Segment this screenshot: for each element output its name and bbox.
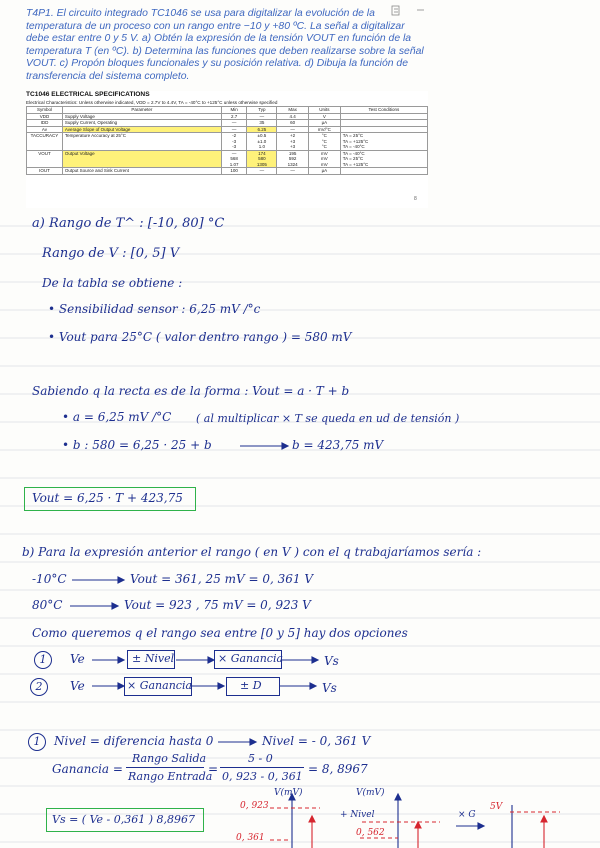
option-1-marker: 1 <box>34 651 52 669</box>
spec-cell: 6.25 <box>247 126 277 133</box>
spec-header-cell: Typ <box>247 107 277 114</box>
spec-row <box>27 133 428 151</box>
c-frac2-line <box>220 767 304 768</box>
spec-cell: mV/°C <box>308 126 340 133</box>
spec-row <box>27 150 428 168</box>
spec-cell: 100 <box>221 168 247 175</box>
spec-table <box>26 106 428 175</box>
a-bullet-b: • b : 580 = 6,25 · 25 + b <box>62 438 212 452</box>
spec-cell: 60 <box>277 120 309 127</box>
c-eq2: = 8, 8967 <box>308 762 368 776</box>
spec-cell: Output Source and Sink Current <box>62 168 221 175</box>
spec-cell: IDD <box>27 120 63 127</box>
spec-header-cell: Parameter <box>62 107 221 114</box>
c-eq1: = <box>208 762 219 776</box>
b-row2-left: 80°C <box>32 598 63 612</box>
spec-cell: — <box>247 113 277 120</box>
spec-cell: mV mV mV <box>308 150 340 168</box>
spec-table-panel <box>26 91 428 208</box>
c-nivel: Nivel = diferencia hasta 0 <box>54 734 214 748</box>
a-bullet-a-note: ( al multiplicar × T se queda en ud de tensión ) <box>196 412 460 425</box>
c-result: Vs = ( Ve - 0,361 ) 8,8967 <box>52 813 196 826</box>
option-1-ganancia-label: × Ganancia <box>218 652 284 665</box>
spec-cell: Temperature Accuracy at 25°C <box>62 133 221 151</box>
a-bullet-vout25: • Vout para 25°C ( valor dentro rango ) = 580 mV <box>48 330 352 344</box>
spec-cell: 35 <box>247 120 277 127</box>
c-nivel-result: Nivel = - 0, 361 V <box>262 734 371 748</box>
a-bullet-b-result: b = 423,75 mV <box>292 438 384 452</box>
spec-table-title: TC1046 ELECTRICAL SPECIFICATIONS <box>26 91 150 98</box>
b-row2-right: Vout = 923 , 75 mV = 0, 923 V <box>124 598 311 612</box>
spec-cell: ±0.5 ±1.0 1.0 <box>247 133 277 151</box>
b-row1-right: Vout = 361, 25 mV = 0, 361 V <box>130 572 314 586</box>
spec-cell: 174 580 1305 <box>247 150 277 168</box>
spec-cell: — <box>247 168 277 175</box>
spec-cell: 4.4 <box>277 113 309 120</box>
option-2-vs: Vs <box>322 681 337 695</box>
a-title: a) Rango de T^ : [-10, 80] °C <box>32 216 225 231</box>
spec-cell: Av <box>27 126 63 133</box>
a-range-v: Rango de V : [0, 5] V <box>42 246 180 261</box>
spec-header-cell: Symbol <box>27 107 63 114</box>
spec-header-cell: Min <box>221 107 247 114</box>
c-ganancia-label: Ganancia = <box>52 762 123 776</box>
spec-header-cell: Max <box>277 107 309 114</box>
spec-cell: +2 +3 +3 <box>277 133 309 151</box>
a-tabla: De la tabla se obtiene : <box>42 276 183 290</box>
spec-cell: 2.7 <box>221 113 247 120</box>
spec-cell: Average Slope of Output Voltage <box>62 126 221 133</box>
option-1-vs: Vs <box>324 654 339 668</box>
option-2-ve: Ve <box>70 679 85 693</box>
spec-cell: Supply Current, Operating <box>62 120 221 127</box>
graph2-op: + Nivel <box>340 810 375 820</box>
spec-cell: VDD <box>27 113 63 120</box>
graph2-v562: 0, 562 <box>356 828 385 838</box>
spec-cell: -2 -3 -3 <box>221 133 247 151</box>
spec-cell: TA = -40°C TA = 25°C TA = +125°C <box>340 150 427 168</box>
problem-statement: T4P1. El circuito integrado TC1046 se usa para digitalizar la evolución de la temperatura de un proceso con un rango entre −10 y +80 ºC. La señal a digitalizar debe estar entre 0 y 5 V. a) Obtén la expresión de la tensión VOUT en función de la temperatura T (en ºC). b) Determina las funciones que deben realizarse sobre la señal VOUT. c) Propón bloques funcionales y su posición relativa. d) Dibuja la función de transferencia del sistema completo. <box>26 8 424 82</box>
a-sabiendo: Sabiendo q la recta es de la forma : Vout = a · T + b <box>32 384 350 398</box>
spec-header-cell: Test Conditions <box>340 107 427 114</box>
spec-cell: — <box>277 126 309 133</box>
a-result: Vout = 6,25 · T + 423,75 <box>32 491 183 505</box>
c-frac2-num: 5 - 0 <box>248 752 273 765</box>
spec-row <box>27 168 428 175</box>
option-2-d-label: ± D <box>240 679 262 692</box>
b-row1-left: -10°C <box>32 572 67 586</box>
a-bullet-sensibilidad: • Sensibilidad sensor : 6,25 mV /°c <box>48 302 261 316</box>
option-1-nivel-label: ± Nivel <box>132 652 175 665</box>
graph1-v361: 0, 361 <box>236 833 265 843</box>
c-frac1-line <box>126 767 204 768</box>
spec-cell: TA = 25°C TA = +125°C TA = -40°C <box>340 133 427 151</box>
spec-cell: TACCURACY <box>27 133 63 151</box>
spec-cell: μA <box>308 120 340 127</box>
spec-cell <box>340 168 427 175</box>
spec-cell: VOUT <box>27 150 63 168</box>
spec-cell: — <box>221 120 247 127</box>
b-title: b) Para la expresión anterior el rango ( en V ) con el q trabajaríamos sería : <box>22 545 482 559</box>
c-frac2-den: 0, 923 - 0, 361 <box>222 770 303 783</box>
graph1-v923: 0, 923 <box>240 801 269 811</box>
a-bullet-a: • a = 6,25 mV /°C <box>62 410 172 424</box>
spec-cell: V <box>308 113 340 120</box>
spec-cell: Output Voltage <box>62 150 221 168</box>
spec-cell: 195 592 1324 <box>277 150 309 168</box>
spec-cell: μA <box>308 168 340 175</box>
spec-cell: IOUT <box>27 168 63 175</box>
spec-cell: — 568 1.07 <box>221 150 247 168</box>
spec-cell: — <box>277 168 309 175</box>
option-2-ganancia-label: × Ganancia <box>127 679 193 692</box>
spec-cell: °C °C °C <box>308 133 340 151</box>
c-marker: 1 <box>28 733 46 751</box>
c-frac1-num: Rango Salida <box>132 752 207 765</box>
graph2-axis-label: V(mV) <box>356 788 385 798</box>
graph1-axis-label: V(mV) <box>274 788 303 798</box>
b-como: Como queremos q el rango sea entre [0 y 5] hay dos opciones <box>32 626 408 640</box>
spec-cell: Supply Voltage <box>62 113 221 120</box>
option-1-ve: Ve <box>70 652 85 666</box>
graph3-v5: 5V <box>490 802 503 812</box>
graph3-op: × G <box>458 810 476 820</box>
spec-table-characteristics: Electrical Characteristics: Unless otherwise indicated, VDD = 2.7V to 4.4V, TA = -40°C to +125°C unless otherwise specified <box>26 100 278 105</box>
spec-header-cell: Units <box>308 107 340 114</box>
spec-cell: — <box>221 126 247 133</box>
page-number: 8 <box>414 196 417 202</box>
option-2-marker: 2 <box>30 678 48 696</box>
c-frac1-den: Rango Entrada <box>128 770 213 783</box>
